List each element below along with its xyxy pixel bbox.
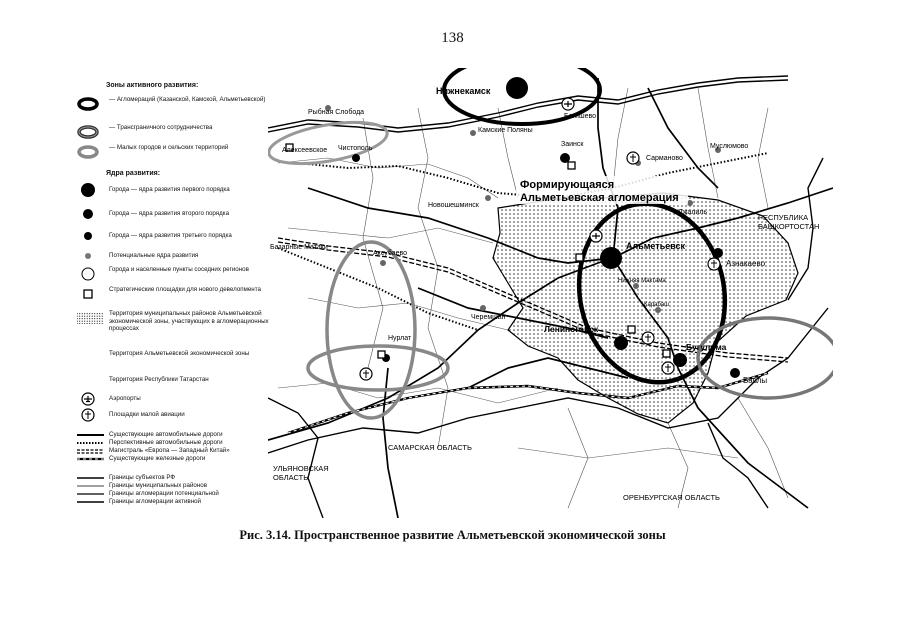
label-aksubaevo: Аксубаево <box>373 250 408 257</box>
legend-label: Потенциальные ядра развития <box>109 252 199 259</box>
legend-label: Существующие автомобильные дороги <box>109 431 223 438</box>
label-nizhnekamsk: Нижнекамск <box>436 86 491 96</box>
aggl-label: Формирующаяся Альметьевская агломерация <box>520 179 679 204</box>
legend-item-airports <box>76 391 266 407</box>
airport-icon <box>76 391 106 407</box>
legend-label: Стратегические площадки для нового девелопмента <box>109 286 261 293</box>
novosheshminsk-dot <box>485 195 491 201</box>
label-alekseevskoe: Алексеевское <box>282 147 328 154</box>
legend-item-core-2 <box>76 206 266 222</box>
aggl-title <box>516 176 688 204</box>
label-sarmanovo: Сарманово <box>646 155 683 162</box>
medium-dot-icon <box>76 206 106 222</box>
kamskie-polyany-dot <box>470 130 476 136</box>
label-orenburg: ОРЕНБУРГСКАЯ ОБЛАСТЬ <box>623 493 720 502</box>
legend-item-potential-core <box>76 248 266 264</box>
legend-label: Территория Альметьевской экономической зоны <box>109 350 250 357</box>
legend-label: — Малых городов и сельских территорий <box>109 144 229 151</box>
label-chistopol: Чистополь <box>338 145 373 152</box>
grey-dot-icon <box>76 248 106 264</box>
legend-item-crossborder-zone <box>76 124 266 140</box>
open-square-icon <box>76 286 106 302</box>
nizhnekamsk-dot <box>506 77 528 99</box>
legend-item-tatarstan <box>76 376 266 392</box>
legend-item-aez-territory <box>76 350 266 366</box>
legend-label: Города — ядра развития первого порядка <box>109 186 230 193</box>
legend-label: Границы агломерации активной <box>109 498 202 505</box>
label-leninogorsk: Лениногорск <box>544 324 599 334</box>
legend-item-core-1 <box>76 182 266 198</box>
label-bazarnye-mataki: Базарные Матаки <box>270 244 328 251</box>
label-karabash: Карабаш <box>644 302 669 308</box>
airfield-aznakaevo-icon <box>708 258 720 270</box>
grey-ring-icon <box>76 144 106 160</box>
legend-heading-zones: Зоны активного развития: <box>106 82 199 89</box>
label-kamskie-polyany: Камские Поляны <box>478 127 533 134</box>
legend-label: Территория Республики Татарстан <box>109 376 209 383</box>
legend-label: Существующие железные дороги <box>109 455 206 462</box>
label-almetyevsk: Альметьевск <box>626 241 686 251</box>
west-zone <box>268 115 390 171</box>
legend-label: Магистраль «Европа — Западный Китай» <box>109 447 230 454</box>
dev-site-zainsk <box>568 162 575 169</box>
bugulma-dot <box>673 353 687 367</box>
label-zainsk: Заинск <box>561 141 584 148</box>
label-muslyumovo: Муслюмово <box>710 143 749 150</box>
label-bavly: Бавлы <box>743 376 768 385</box>
open-circle-icon <box>76 266 106 282</box>
legend-item-aggl-districts <box>76 310 269 332</box>
bavly-dot <box>730 368 740 378</box>
label-novosheshminsk: Новошешминск <box>428 202 479 209</box>
large-dot-icon <box>76 182 106 198</box>
legend-label: Аэропорты <box>109 395 141 402</box>
dev-site-leninogorsk <box>628 326 635 333</box>
legend-label: Перспективные автомобильные дороги <box>109 439 223 446</box>
label-dzhalil: Джалиль <box>678 209 708 216</box>
regional-map <box>268 68 833 518</box>
legend-label: Города — ядра развития второго порядка <box>109 210 230 217</box>
legend-item-neighbor-towns <box>76 266 266 282</box>
label-samara: САМАРСКАЯ ОБЛАСТЬ <box>388 443 472 452</box>
airfield-bugulma-icon <box>662 362 674 374</box>
label-rybnaya-sloboda: Рыбная Слобода <box>308 109 365 116</box>
aznakaevo-dot <box>713 248 723 258</box>
label-begishevo: Бегишево <box>564 113 596 120</box>
dark-ring-icon <box>76 124 106 140</box>
dev-site-nurlat <box>378 351 385 358</box>
legend-item-agglomeration-zone <box>76 96 266 112</box>
legend-label: Площадки малой авиации <box>109 411 185 418</box>
legend-label: — Агломераций (Казанской, Камской, Альметьевской) <box>109 96 266 103</box>
dotted-area-icon <box>76 310 106 326</box>
black-ring-icon <box>76 96 106 112</box>
label-bashkortostan: РЕСПУБЛИКА БАШКОРТОСТАН <box>758 213 820 231</box>
legend-label: Территория муниципальных районов Альметьевской экономической зоны, участвующих в агломерационных процессах <box>109 310 269 332</box>
legend-label: Границы муниципальных районов <box>109 482 207 489</box>
small-airfield-icon <box>76 407 106 423</box>
crossborder-zone <box>698 318 833 398</box>
airport-almetyevsk-icon <box>590 230 602 242</box>
almetyevsk-dot <box>600 247 622 269</box>
label-bugulma: Бугульма <box>686 342 727 352</box>
label-cheremshan: Черемшан <box>471 314 506 321</box>
airfield-leninogorsk-icon <box>642 332 654 344</box>
aksubaevo-dot <box>380 260 386 266</box>
legend-label: Города — ядра развития третьего порядка <box>109 232 232 239</box>
label-aznakaevo: Азнакаево <box>726 259 766 268</box>
label-nizhnyaya-maktama: Нижняя Мактама <box>618 278 666 284</box>
legend-label: — Трансграничного сотрудничества <box>109 124 213 131</box>
page-number: 138 <box>441 30 464 46</box>
label-ulyanovsk: УЛЬЯНОВСКАЯ ОБЛАСТЬ <box>273 464 329 482</box>
solid-line-icon <box>76 494 106 510</box>
legend-item-small-towns-zone <box>76 144 266 160</box>
legend-label: Границы агломерации потенциальной <box>109 490 219 497</box>
legend-item-core-3 <box>76 228 266 244</box>
dev-site-almetyevsk <box>576 254 583 261</box>
leninogorsk-dot <box>614 336 628 350</box>
figure-caption: Рис. 3.14. Пространственное развитие Альметьевской экономической зоны <box>239 528 666 542</box>
airport-begishevo-icon <box>562 98 574 110</box>
legend-heading-cores: Ядра развития: <box>106 170 161 177</box>
legend-item-dev-sites <box>76 286 266 302</box>
railway-line-icon <box>76 451 106 467</box>
chistopol-dot <box>352 154 360 162</box>
label-nurlat: Нурлат <box>388 335 412 342</box>
legend-item-railways <box>76 451 266 467</box>
small-dot-icon <box>76 228 106 244</box>
legend-label: Города и населенные пункты соседних регионов <box>109 266 249 273</box>
airfield-sarmanovo-icon <box>627 152 639 164</box>
legend-item-aggl-active <box>76 494 266 510</box>
cheremshan-dot <box>480 305 486 311</box>
dev-site-bugulma <box>663 350 670 357</box>
legend-label: Границы субъектов РФ <box>109 474 176 481</box>
airfield-nurlat-icon <box>360 368 372 380</box>
legend-item-small-airfields <box>76 407 266 423</box>
